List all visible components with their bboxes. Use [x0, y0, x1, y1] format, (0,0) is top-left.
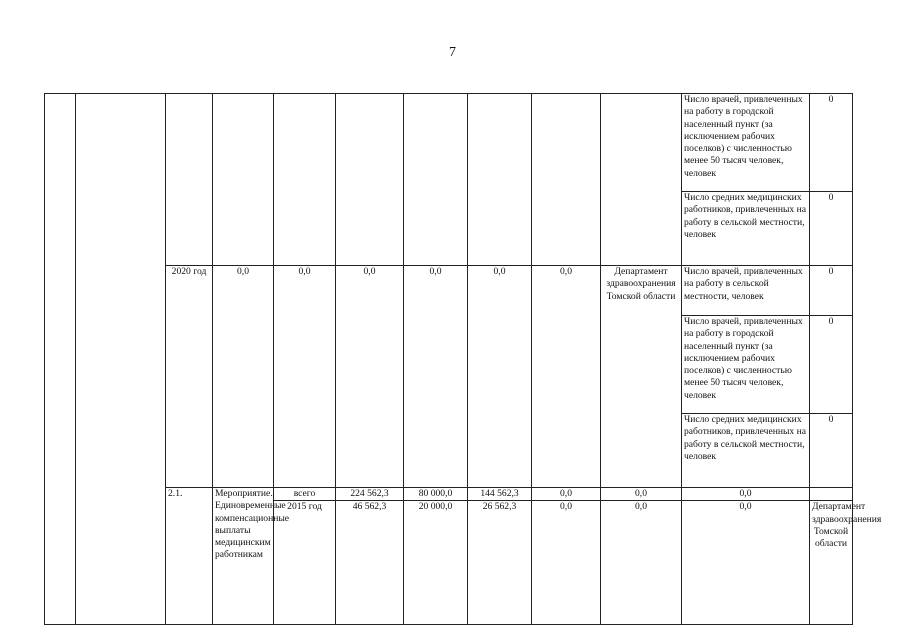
year-cell-empty	[166, 94, 213, 266]
page-number: 7	[449, 45, 456, 60]
amount-cell: 0,0	[468, 266, 532, 488]
program-table	[44, 93, 882, 625]
total-label: всего	[274, 488, 336, 501]
item-number: 2.1.	[166, 488, 213, 625]
table-row	[45, 94, 853, 192]
amount-cell: 0,0	[532, 501, 601, 625]
indicator-value: 0	[810, 316, 853, 414]
amount-cell: 0,0	[274, 266, 336, 488]
total-amount: 0,0	[532, 488, 601, 501]
amount-cell: 0,0	[532, 266, 601, 488]
num-cell-empty	[45, 94, 76, 625]
indicator-mid-rural: Число средних медицинских работников, привлеченных на работу в сельской местности, человек	[682, 192, 810, 266]
indicator-doctors-rural: Число врачей, привлеченных на работу в сельской местности, человек	[682, 266, 810, 316]
indicator-value: 0	[810, 192, 853, 266]
indicator-doctors-city: Число врачей, привлеченных на работу в городской населенный пункт (за исключением рабочих поселков) с численностью менее 50 тысяч человек, человек	[682, 316, 810, 414]
item-name: Мероприятие. Единовременные компенсационные выплаты медицинским работникам	[213, 488, 274, 625]
table-row	[45, 266, 853, 316]
amount-cell: 0,0	[336, 266, 404, 488]
executor-cell: Департамент здравоохранения Томской области	[601, 266, 682, 488]
amount-cell: 26 562,3	[468, 501, 532, 625]
indicator-value: 0	[810, 266, 853, 316]
total-amount: 80 000,0	[404, 488, 468, 501]
indicator-mid-rural: Число средних медицинских работников, привлеченных на работу в сельской местности, человек	[682, 414, 810, 488]
name-cell-empty	[76, 94, 166, 625]
table-row	[45, 488, 853, 501]
amount-cell: 20 000,0	[404, 501, 468, 625]
total-amount: 144 562,3	[468, 488, 532, 501]
indicator-value: 0	[810, 414, 853, 488]
executor-cell-empty	[601, 94, 682, 266]
indicator-value: 0	[810, 94, 853, 192]
year-2020: 2020 год	[166, 266, 213, 488]
amount-cell: 0,0	[213, 266, 274, 488]
year-2015: 2015 год	[274, 501, 336, 625]
amount-cell: 0,0	[404, 266, 468, 488]
amount-cell: 0,0	[601, 501, 682, 625]
amount-cell: 46 562,3	[336, 501, 404, 625]
amount-cell: 0,0	[682, 501, 810, 625]
indicator-doctors-city: Число врачей, привлеченных на работу в городской населенный пункт (за исключением рабочих поселков) с численностью менее 50 тысяч человек, человек	[682, 94, 810, 192]
total-amount: 0,0	[601, 488, 682, 501]
total-amount: 224 562,3	[336, 488, 404, 501]
total-amount: 0,0	[682, 488, 810, 501]
executor-cell: Департамент здравоохранения Томской области	[810, 501, 853, 625]
